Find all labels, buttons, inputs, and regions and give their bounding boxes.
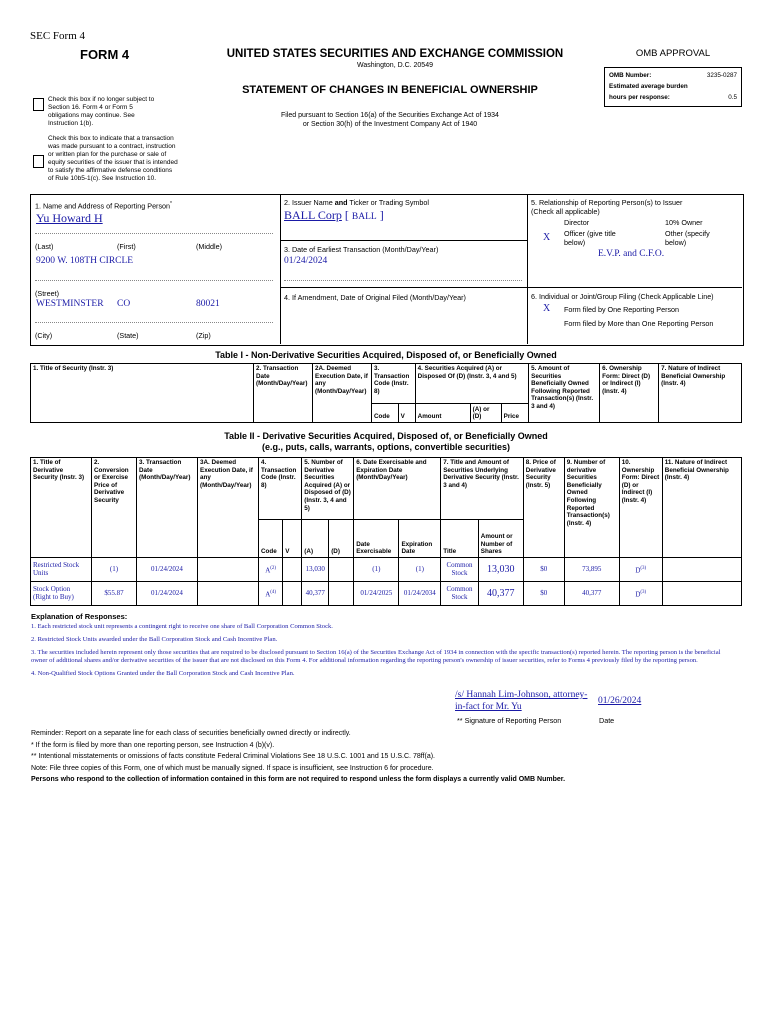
row1-code: $A^{(2)}$: [259, 558, 283, 582]
street-label: (Street): [35, 289, 59, 298]
no-longer-subject-text: Check this box if no longer subject to Section 16. Form 4 or Form 5 obligations may continue. See Instruction 1(b).: [48, 96, 155, 127]
row2-v: [283, 582, 302, 606]
row1-exercisable: (1): [354, 558, 399, 582]
footer: [31, 728, 741, 786]
table2-title: Table II - Derivative Securities Acquired, Disposed of, or Beneficially Owned: [224, 431, 548, 441]
explanation-title: Explanation of Responses:: [31, 612, 128, 621]
t1-code: Code: [372, 404, 399, 423]
row1-price: $0: [523, 558, 564, 582]
form-title: FORM 4: [80, 47, 130, 62]
explanation-notes: [31, 623, 731, 678]
no-longer-subject-checkbox[interactable]: [33, 98, 44, 111]
reporting-person-label: 1. Name and Address of Reporting Person*: [35, 201, 172, 211]
t1-col-code: 3. Transaction Code (Instr. 8): [372, 364, 416, 404]
omb-box: [604, 67, 742, 107]
row1-v: [283, 558, 302, 582]
filing-one-mark: X: [543, 303, 551, 314]
row1-date: 01/24/2024: [137, 558, 198, 582]
statement-title: STATEMENT OF CHANGES IN BENEFICIAL OWNERSHIP: [242, 84, 538, 96]
relationship-sublabel: (Check all applicable): [531, 207, 600, 216]
t2-col-nature: 11. Nature of Indirect Beneficial Ownership (Instr. 4): [662, 458, 741, 558]
table1-title: Table I - Non-Derivative Securities Acquired, Disposed of, or Beneficially Owned: [215, 350, 557, 360]
row1-a: 13,030: [302, 558, 329, 582]
t2-v: V: [283, 520, 302, 558]
t2-date-ex: Date Exercisable: [354, 520, 399, 558]
table1: [30, 363, 742, 423]
last-label: (Last): [35, 242, 54, 251]
relationship-label: 5. Relationship of Reporting Person(s) to Issuer: [531, 198, 683, 207]
row2-d: [329, 582, 354, 606]
filed-pursuant-2: or Section 30(h) of the Investment Company Act of 1940: [302, 121, 478, 128]
officer-mark: X: [543, 232, 551, 243]
filing-label: 6. Individual or Joint/Group Filing (Check Applicable Line): [531, 292, 714, 301]
omb-burden-label: Estimated average burden: [609, 83, 688, 90]
row2-form: $D^{(3)}$: [619, 582, 662, 606]
other-option[interactable]: Other (specify below): [665, 229, 710, 247]
signature-date: 01/26/2024: [598, 696, 642, 706]
footer-line-4: Note: File three copies of this Form, one of which must be manually signed. If space is insufficient, see Instruction 6 for procedure.: [31, 764, 434, 772]
row2-title: Common Stock: [441, 582, 479, 606]
filing-one-option[interactable]: Form filed by One Reporting Person: [564, 305, 680, 314]
row2-date: 01/24/2024: [137, 582, 198, 606]
t1-v: V: [398, 404, 415, 423]
footer-line-3: ** Intentional misstatements or omissions of facts constitute Federal Criminal Violations See 18 U.S.C. 1001 and 15 U.S.C. 78ff(a).: [31, 753, 435, 761]
t2-title: Title: [441, 520, 479, 558]
t2-col-conversion: 2. Conversion or Exercise Price of Derivative Security: [92, 458, 137, 558]
row1-expiration: (1): [399, 558, 441, 582]
row1-deemed: [198, 558, 259, 582]
date-label: Date: [599, 716, 615, 725]
t2-d: (D): [329, 520, 354, 558]
row2-owned: 40,377: [564, 582, 619, 606]
t1-col-acquired: 4. Securities Acquired (A) or Disposed Of (D) (Instr. 3, 4 and 5): [415, 364, 529, 404]
row2-conv: $55.87: [92, 582, 137, 606]
omb-hours-value: 0.5: [728, 94, 737, 101]
earliest-transaction-label: 3. Date of Earliest Transaction (Month/Day/Year): [284, 245, 439, 254]
amendment-label: 4. If Amendment, Date of Original Filed (Month/Day/Year): [284, 293, 466, 302]
row2-shares: 40,377: [478, 582, 523, 606]
row2-code: $A^{(4)}$: [259, 582, 283, 606]
footer-omb-notice: Persons who respond to the collection of information contained in this form are not required to respond unless the form displays a currently valid OMB Number.: [31, 776, 566, 784]
director-option[interactable]: Director: [564, 218, 590, 227]
t1-aord: (A) or (D): [470, 404, 501, 423]
t1-col-deemed: 2A. Deemed Execution Date, if any (Month/Day/Year): [313, 364, 372, 423]
middle-label: (Middle): [196, 242, 222, 251]
agency-name: UNITED STATES SECURITIES AND EXCHANGE COMMISSION: [226, 48, 564, 60]
t2-col-date: 3. Transaction Date (Month/Day/Year): [137, 458, 198, 558]
t1-col-nature: 7. Nature of Indirect Beneficial Ownership (Instr. 4): [659, 364, 742, 423]
t2-col-price: 8. Price of Derivative Security (Instr. 5): [523, 458, 564, 558]
earliest-transaction-date: 01/24/2024: [284, 256, 328, 266]
t1-price: Price: [501, 404, 529, 423]
footer-line-2: * If the form is filed by more than one reporting person, see Instruction 4 (b)(v).: [31, 741, 275, 749]
t1-col-date: 2. Transaction Date (Month/Day/Year): [254, 364, 313, 423]
row2-nature: [662, 582, 741, 606]
table-row: [31, 582, 742, 606]
issuer-label: 2. Issuer Name and Ticker or Trading Symbol: [284, 198, 430, 207]
t2-col-deemed: 3A. Deemed Execution Date, if any (Month/Day/Year): [198, 458, 259, 558]
table2-subtitle: (e.g., puts, calls, warrants, options, convertible securities): [261, 442, 511, 452]
row1-conv: (1): [92, 558, 137, 582]
state-value: CO: [117, 299, 131, 309]
t1-col-title: 1. Title of Security (Instr. 3): [31, 364, 254, 423]
street-value: 9200 W. 108TH CIRCLE: [36, 256, 134, 266]
issuer-name: BALL Corp [ BALL ]: [284, 208, 384, 222]
omb-hours-label: hours per response:: [609, 94, 670, 101]
rule-10b5-checkbox[interactable]: [33, 155, 44, 168]
t2-col-exercisable: 6. Date Exercisable and Expiration Date (Month/Day/Year): [354, 458, 441, 520]
officer-title: E.V.P. and C.F.O.: [598, 249, 665, 259]
city-value: WESTMINSTER: [36, 299, 104, 309]
omb-number-value: 3235-0287: [706, 72, 737, 79]
t1-col-amount: 5. Amount of Securities Beneficially Owned Following Reported Transaction(s) (Instr. 3 and 4): [529, 364, 600, 423]
row2-expiration: 01/24/2034: [399, 582, 441, 606]
row1-form: $D^{(3)}$: [619, 558, 662, 582]
table-row: [31, 558, 742, 582]
filed-pursuant-1: Filed pursuant to Section 16(a) of the Securities Exchange Act of 1934: [281, 112, 499, 119]
row2-a: 40,377: [302, 582, 329, 606]
footer-line-1: Reminder: Report on a separate line for each class of securities beneficially owned directly or indirectly.: [31, 730, 351, 737]
first-label: (First): [117, 242, 136, 251]
t2-code: Code: [259, 520, 283, 558]
t1-col-ownership: 6. Ownership Form: Direct (D) or Indirect (I) (Instr. 4): [600, 364, 659, 423]
state-label: (State): [117, 331, 139, 340]
t2-col-owned: 9. Number of derivative Securities Beneficially Owned Following Reported Transaction(s) (Instr. 4): [564, 458, 619, 558]
form-id: SEC Form 4: [30, 30, 86, 42]
filing-more-option[interactable]: Form filed by More than One Reporting Person: [564, 319, 714, 328]
officer-option[interactable]: Officer (give title below): [564, 229, 616, 247]
row1-shares: 13,030: [478, 558, 523, 582]
row1-security: Restricted Stock Units: [31, 558, 92, 582]
row2-exercisable: 01/24/2025: [354, 582, 399, 606]
row2-price: $0: [523, 582, 564, 606]
t2-exp: Expiration Date: [399, 520, 441, 558]
row1-nature: [662, 558, 741, 582]
t2-a: (A): [302, 520, 329, 558]
row2-deemed: [198, 582, 259, 606]
t2-col-title: 1. Title of Derivative Security (Instr. 3): [31, 458, 92, 558]
issuer-name-link[interactable]: BALL Corp: [284, 208, 342, 222]
agency-location: Washington, D.C. 20549: [356, 62, 433, 69]
row1-title: Common Stock: [441, 558, 479, 582]
row2-security: Stock Option (Right to Buy): [31, 582, 92, 606]
row1-owned: 73,895: [564, 558, 619, 582]
note-2: 2. Restricted Stock Units awarded under the Ball Corporation Stock and Cash Incentive Plan.: [31, 636, 278, 643]
t2-amount-shares: Amount or Number of Shares: [478, 520, 523, 558]
note-3: 3. The securities included herein represent only those securities that are required to be disclosed pursuant to Section 16(a) of the Securities Exchange Act of 1934 in connection with the specific transaction(s) reported herein. The reporting person is the beneficial owner of additional shares and/or derivative securities of the issuer that are not disclosed on this Form 4. For additional information regarding the reporting person's ownership of issuer securities, refer to Forms 4 previously filed by the reporting person.: [31, 649, 721, 664]
zip-label: (Zip): [196, 331, 211, 340]
omb-approval-title: OMB APPROVAL: [635, 48, 711, 59]
rule-10b5-text: Check this box to indicate that a transaction was made pursuant to a contract, instruction or written plan for the purchase or sale of equity securities of the issuer that is intended to satisfy the affirmative defense conditions of Rule 10b5-1(c). See Instruction 10.: [48, 135, 178, 182]
zip-value: 80021: [196, 299, 220, 309]
t2-col-underlying: 7. Title and Amount of Securities Underlying Derivative Security (Instr. 3 and 4): [441, 458, 524, 520]
t2-col-form: 10. Ownership Form: Direct (D) or Indirect (I) (Instr. 4): [619, 458, 662, 558]
row1-d: [329, 558, 354, 582]
note-4: 4. Non-Qualified Stock Options Granted under the Ball Corporation Stock and Cash Incentive Plan.: [31, 670, 295, 677]
signature-label: ** Signature of Reporting Person: [457, 716, 562, 725]
note-1: 1. Each restricted stock unit represents a contingent right to receive one share of Ball Corporation Common Stock.: [31, 623, 333, 630]
reporting-person-name[interactable]: Yu Howard H: [36, 211, 103, 225]
omb-number-label: OMB Number:: [609, 72, 652, 79]
t2-col-number: 5. Number of Derivative Securities Acquired (A) or Disposed of (D) (Instr. 3, 4 and 5): [302, 458, 354, 520]
ten-percent-owner-option[interactable]: 10% Owner: [665, 218, 703, 227]
t1-amount: Amount: [415, 404, 470, 423]
t2-col-code: 4. Transaction Code (Instr. 8): [259, 458, 302, 520]
signature-value: /s/ Hannah Lim-Johnson, attorney-in-fact for Mr. Yu: [455, 690, 588, 712]
table2: [30, 457, 742, 606]
city-label: (City): [35, 331, 53, 340]
